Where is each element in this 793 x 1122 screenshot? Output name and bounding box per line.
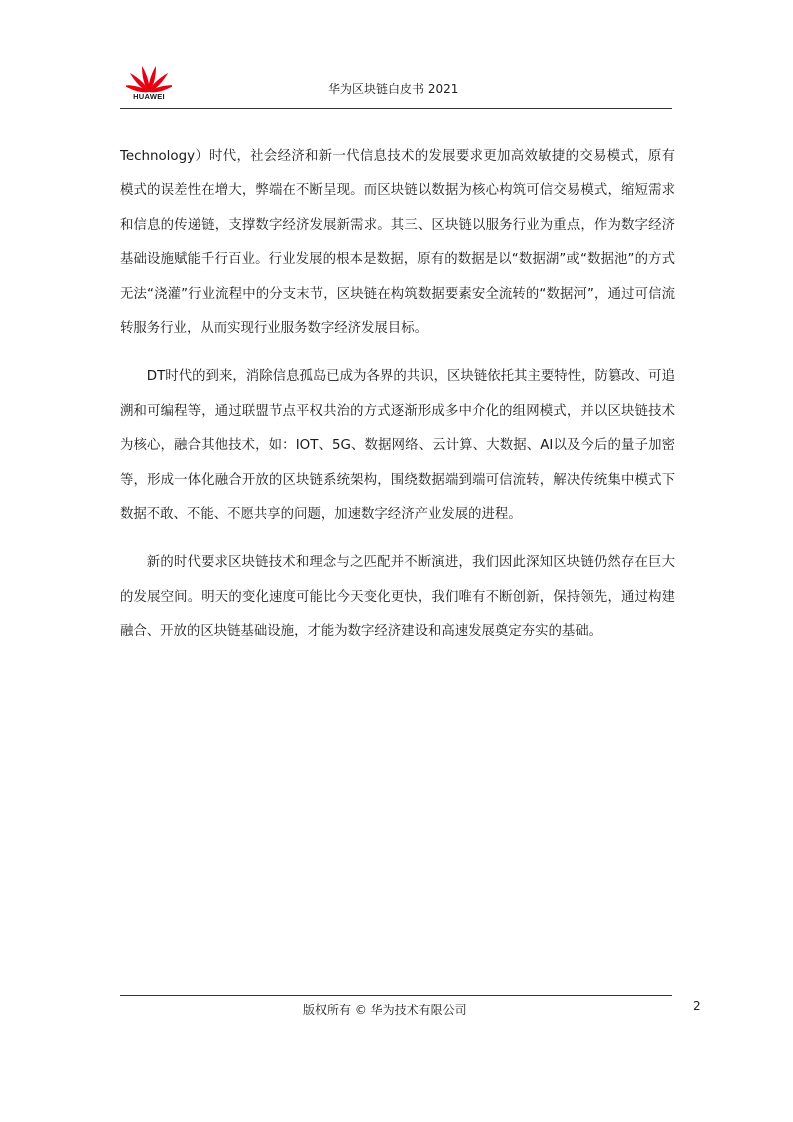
page-body xyxy=(120,140,675,650)
footer-divider xyxy=(120,995,672,996)
footer-copyright: 版权所有 © 华为技术有限公司 xyxy=(303,1003,467,1017)
body-paragraph: 新的时代要求区块链技术和理念与之匹配并不断演进，我们因此深知区块链仍然存在巨大的发展空间。明天的变化速度可能比今天变化更快，我们唯有不断创新，保持领先，通过构建融合、开放的区块链基础设施，才能为数字经济建设和高速发展奠定夯实的基础。 xyxy=(120,555,675,640)
page-number: 2 xyxy=(693,999,701,1013)
header-divider xyxy=(120,108,672,109)
body-paragraph: DT时代的到来，消除信息孤岛已成为各界的共识，区块链依托其主要特性，防篡改、可追溯和可编程等，通过联盟节点平权共治的方式逐渐形成多中介化的组网模式，并以区块链技术为核心，融合其他技术，如：IOT、5G、数据网络、云计算、大数据、AI以及今后的量子加密等，形成一体化融合开放的区块链系统架构，围绕数据端到端可信流转，解决传统集中模式下数据不敢、不能、不愿共享的问题，加速数字经济产业发展的进程。 xyxy=(120,369,675,523)
header-title: 华为区块链白皮书 2021 xyxy=(328,82,459,96)
body-paragraph: Technology）时代，社会经济和新一代信息技术的发展要求更加高效敏捷的交易模式，原有模式的误差性在增大，弊端在不断呈现。而区块链以数据为核心构筑可信交易模式，缩短需求和信息的传递链，支撑数字经济发展新需求。其三、区块链以服务行业为重点，作为数字经济基础设施赋能千行百业。行业发展的根本是数据，原有的数据是以“数据湖”或“数据池”的方式无法“浇灌”行业流程中的分支末节，区块链在构筑数据要素安全流转的“数据河”，通过可信流转服务行业，从而实现行业服务数字经济发展目标。 xyxy=(120,149,675,337)
brand-wordmark: HUAWEI xyxy=(133,92,165,101)
